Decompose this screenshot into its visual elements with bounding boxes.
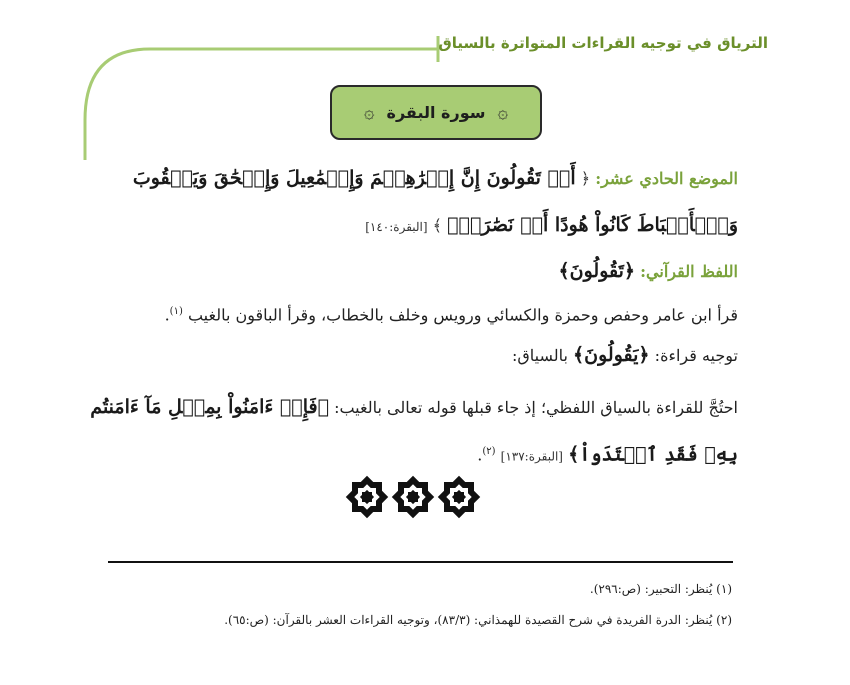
- star-ornament-icon: [392, 476, 434, 518]
- footnote-text: يُنظر: الدرة الفريدة في شرح القصيدة للهمذاني: (٨٣/٣)، وتوجيه القراءات العشر بالقرآن: (ص:٦٥).: [224, 613, 713, 627]
- argument-text: احتُجَّ للقراءة بالسياق اللفظي؛ إذ جاء قبلها قوله تعالى بالغيب:: [334, 398, 738, 417]
- verse-reference: [البقرة:١٤٠]: [365, 220, 428, 234]
- lafz-label: اللفظ القرآني:: [640, 262, 738, 281]
- position-label: الموضع الحادي عشر:: [595, 169, 738, 188]
- argument-line-2: [98, 437, 738, 471]
- verse-text-line1: أَمۡ تَقُولُونَ إِنَّ إِبۡرَٰهِـۧمَ وَإِسۡمَٰعِيلَ وَإِسۡحَٰقَ وَيَعۡقُوبَ: [132, 167, 576, 189]
- tawjih-word: ﴿يَقُولُونَ﴾: [573, 344, 650, 366]
- argument-verse-line1: ﴿فَإِنۡ ءَامَنُواْ بِمِثۡلِ مَآ ءَامَنتُم: [90, 396, 329, 418]
- footnote-1: [112, 582, 732, 596]
- argument-reference: [البقرة:١٣٧]: [500, 449, 563, 464]
- right-ornament-icon: ۞: [363, 102, 375, 123]
- footnote-number: (١): [716, 582, 732, 596]
- tawjih-suffix: بالسياق:: [511, 346, 568, 365]
- readings-line: [98, 297, 738, 330]
- footnote-2: [112, 613, 732, 627]
- argument-end: .: [477, 445, 483, 465]
- readings-end: .: [164, 305, 170, 325]
- verse-line-2: [98, 210, 738, 242]
- position-line: [98, 163, 738, 194]
- book-title: الترياق في توجيه القراءات المتواترة بالسياق: [438, 34, 768, 52]
- left-ornament-icon: ۞: [497, 102, 509, 123]
- footnote-mark-2: (٢): [482, 446, 496, 457]
- argument-line: [90, 392, 738, 423]
- verse-text-line2: وَٱلۡأَسۡبَاطَ كَانُواْ هُودًا أَوۡ نَصَٰرَىٰۗ: [447, 214, 738, 236]
- tawjih-line: [98, 340, 738, 371]
- section-divider-ornament: [345, 472, 505, 522]
- footnote-text: يُنظر: التحبير: (ص:٢٩٦).: [589, 582, 713, 596]
- star-ornament-icon: [346, 476, 388, 518]
- verse-close-bracket: ﴾: [432, 216, 443, 235]
- star-ornament-icon: [438, 476, 480, 518]
- verse-open-bracket: ﴿: [580, 169, 591, 188]
- tawjih-label: توجيه قراءة:: [654, 346, 738, 365]
- lafz-line: [98, 256, 738, 287]
- footnote-number: (٢): [716, 613, 732, 627]
- lafz-word: ﴿تَقُولُونَ﴾: [558, 260, 636, 282]
- surah-title-box: [330, 85, 542, 140]
- readings-text: قرأ ابن عامر وحفص وحمزة والكسائي ورويس وخلف بالخطاب، وقرأ الباقون بالغيب: [187, 305, 738, 325]
- surah-title: سورة البقرة: [386, 103, 486, 122]
- footnote-mark-1: (١): [169, 306, 183, 317]
- footnote-separator: [108, 561, 733, 563]
- argument-verse-line2: بِهِۦ فَقَدِ ٱهۡتَدَواْ﴾: [568, 443, 738, 466]
